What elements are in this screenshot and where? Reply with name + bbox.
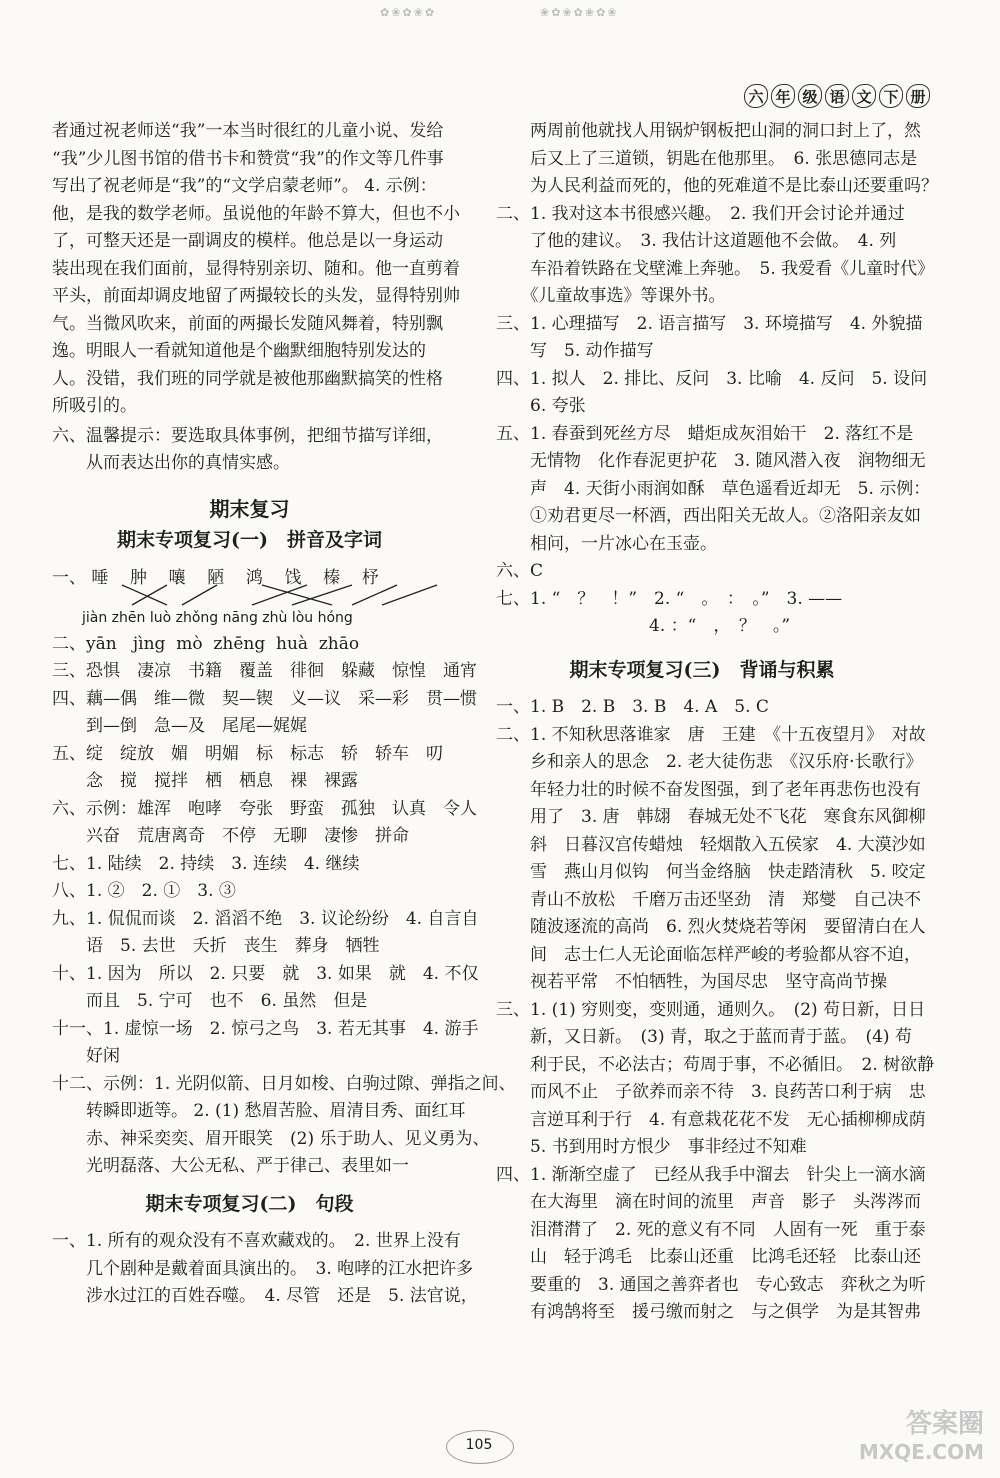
intro-answer [52, 118, 460, 421]
page-number: 105 [465, 1437, 493, 1453]
answer-line: 乡和亲人的思念 2. 老大徒伤悲 《汉乐府·长歌行》 [496, 752, 923, 772]
answer-line: 到—倒 急—及 尾尾—娓娓 [52, 716, 307, 736]
text-line: 所吸引的。 [52, 396, 137, 416]
subsection-title-2: 期末专项复习(二) 句段 [145, 1192, 354, 1215]
answer-line: 四、藕—偶 维—微 契—锲 义—议 采—彩 贯—惯 [52, 688, 477, 709]
text-line: 他，是我的数学老师。虽说他的年龄不算大，但也不小 [52, 203, 460, 224]
answer-line: 十一、1. 虚惊一场 2. 惊弓之鸟 3. 若无其事 4. 游手 [52, 1018, 479, 1039]
answer-line: 4. ：“ ， ？ 。” [496, 616, 791, 636]
answer-line: 三、1. (1) 穷则变，变则通，通则久。 (2) 苟日新，日日 [496, 999, 926, 1020]
answer-line: 青山不放松 千磨万击还坚劲 清 郑燮 自己决不 [496, 889, 921, 910]
answer-line: 六、示例：雄浑 咆哮 夸张 野蛮 孤独 认真 令人 [52, 798, 477, 819]
answer-line: 转瞬即逝等。 2. (1) 愁眉苦脸、眉清目秀、面红耳 [52, 1101, 466, 1121]
answer-line: 六、C [496, 561, 544, 581]
continued-answers [496, 118, 938, 641]
header-char: 年 [771, 84, 795, 108]
answers-part-2 [52, 1228, 478, 1311]
answer-line: 在大海里 滴在时间的流里 声音 影子 头涔涔而 [496, 1192, 921, 1212]
answer-line: ①劝君更尽一杯酒，西出阳关无故人。②洛阳亲友如 [496, 506, 921, 526]
answer-line: 间 志士仁人无论面临怎样严峻的考验都从容不迫， [496, 944, 921, 965]
answer-line: 光明磊落、大公无私、严于律己、表里如一 [52, 1156, 409, 1176]
answer-line: 相问，一片冰心在玉壶。 [496, 533, 717, 554]
answer-line: 为人民利益而死的，他的死难道不是比泰山还要重吗？ [496, 176, 938, 196]
answer-line: 兴奋 荒唐离奇 不停 无聊 凄惨 拼命 [52, 826, 409, 846]
watermark-logo: 答案圈 [905, 1409, 984, 1439]
answers-part-1 [52, 631, 516, 1181]
answer-line: 一、1. 所有的观众没有不喜欢藏戏的。 2. 世界上没有 [52, 1231, 461, 1251]
text-line: 平头，前面却调皮地留了两撮较长的头发，显得特别帅 [52, 286, 460, 306]
header-char: 下 [879, 84, 903, 108]
answer-line: 五、绽 绽放 媚 明媚 标 标志 轿 轿车 叨 [52, 743, 443, 764]
header-char: 级 [798, 84, 822, 108]
answer-line: 有鸿鹄将至 援弓缴而射之 与之俱学 为是其智弗 [496, 1302, 921, 1322]
answer-line: 三、恐惧 凄凉 书籍 覆盖 徘徊 躲藏 惊惶 通宵 [52, 661, 477, 681]
answer-line: 赤、神采奕奕、眉开眼笑 (2) 乐于助人、见义勇为、 [52, 1128, 490, 1149]
text-line: 气。当微风吹来，前面的两撮长发随风舞着，特别飘 [52, 313, 443, 334]
answer-line: 二、yān jìng mò zhēng huà zhāo [52, 633, 360, 654]
grade-header [744, 84, 930, 108]
answer-line: 五、1. 春蚕到死丝方尽 蜡炬成灰泪始干 2. 落红不是 [496, 423, 914, 444]
watermark [859, 1410, 984, 1466]
text-line: 了，可整天还是一副调皮的模样。他总是以一身运动 [52, 231, 443, 251]
answer-line: 6. 夸张 [496, 396, 586, 416]
answer-line: 无情物 化作春泥更护花 3. 随风潜入夜 润物细无 [496, 451, 926, 471]
answer-six: 六、温馨提示：要选取具体事例，把细节描写详细，从而表达出你的真情实感。 [52, 425, 443, 473]
answer-line: 随波逐流的高尚 6. 烈火焚烧若等闲 要留清白在人 [496, 917, 926, 937]
text-line: “我”少儿图书馆的借书卡和赞赏“我”的作文等几件事 [52, 148, 444, 169]
answer-line: 好闲 [52, 1046, 120, 1066]
answer-line: 七、1. 陆续 2. 持续 3. 连续 4. 继续 [52, 853, 360, 874]
answer-line: 雪 燕山月似钩 何当金络脑 快走踏清秋 5. 咬定 [496, 862, 926, 882]
header-char: 文 [852, 84, 876, 108]
answer-line: 后又上了三道锁，钥匙在他那里。 6. 张思德同志是 [496, 148, 918, 169]
answer-line: 写 5. 动作描写 [496, 341, 654, 361]
answer-line: 年轻力壮的时候不奋发图强，到了老年再悲伤也没有 [496, 779, 921, 800]
match-pinyin: jiàn zhēn luò zhǒng nāng zhù lòu hóng [82, 609, 353, 626]
answer-line: 念 搅 搅拌 栖 栖息 裸 裸露 [52, 771, 358, 791]
top-decoration: ❀✿❀✿❀✿❀ [540, 6, 619, 19]
text-line: 逸。明眼人一看就知道他是个幽默细胞特别发达的 [52, 341, 426, 361]
answer-line: 一、1. B 2. B 3. B 4. A 5. C [496, 697, 769, 717]
right-column [496, 118, 938, 1327]
answer-line: 几个剧种是戴着面具演出的。 3. 咆哮的江水把许多 [52, 1258, 474, 1279]
answer-line: 语 5. 去世 夭折 丧生 葬身 牺牲 [52, 936, 380, 956]
answer-line: 七、1. “ ？ ！” 2. “ 。 ： 。” 3. —— [496, 588, 843, 609]
answer-line: 十、1. 因为 所以 2. 只要 就 3. 如果 就 4. 不仅 [52, 963, 479, 984]
top-decoration: ✿❀✿❀✿ [380, 6, 437, 19]
answer-line: 利于民，不必法古；苟周于事，不必循旧。 2. 树欲静 [496, 1054, 935, 1075]
left-column [52, 118, 516, 1311]
answer-line: 四、1. 拟人 2. 排比、反问 3. 比喻 4. 反问 5. 设问 [496, 368, 928, 389]
answer-line: 用了 3. 唐 韩翃 春城无处不飞花 寒食东风御柳 [496, 807, 926, 827]
answer-line: 山 轻于鸿毛 比泰山还重 比鸿毛还轻 比泰山还 [496, 1247, 921, 1267]
answer-line: 言逆耳利于行 4. 有意栽花花不发 无心插柳柳成荫 [496, 1109, 926, 1130]
answer-line: 了他的建议。 3. 我估计这道题他不会做。 4. 列 [496, 231, 897, 251]
answer-line: 九、1. 侃侃而谈 2. 滔滔不绝 3. 议论纷纷 4. 自言自 [52, 908, 479, 929]
match-characters: 一、 唾 肿 嚷 陋 鸿 饯 榛 杼 [52, 567, 379, 588]
answer-line: 5. 书到用时方恨少 事非经过不知难 [496, 1137, 807, 1157]
answer-line: 要重的 3. 通国之善弈者也 专心致志 弈秋之为听 [496, 1274, 926, 1295]
answer-line: 而且 5. 宁可 也不 6. 虽然 但是 [52, 991, 368, 1011]
text-line: 写出了祝老师是“我”的“文学启蒙老师”。 4. 示例： [52, 176, 437, 196]
watermark-url: MXQE.COM [858, 1440, 984, 1464]
subsection-title-1: 期末专项复习(一) 拼音及字词 [117, 529, 382, 551]
matching-exercise [52, 565, 447, 625]
answer-line: 二、1. 不知秋思落谁家 唐 王建 《十五夜望月》 对故 [496, 724, 926, 745]
answer-line: 泪潸潸了 2. 死的意义有不同 人固有一死 重于泰 [496, 1219, 926, 1240]
text-line: 者通过祝老师送“我”一本当时很红的儿童小说、发给 [52, 121, 444, 141]
header-char: 六 [744, 84, 768, 108]
subsection-title-3: 期末专项复习(三) 背诵与积累 [569, 658, 835, 681]
answer-line: 八、1. ② 2. ① 3. ③ [52, 881, 236, 901]
answer-line: 声 4. 天街小雨润如酥 草色遥看近却无 5. 示例： [496, 478, 931, 499]
answer-line: 二、1. 我对这本书很感兴趣。 2. 我们开会讨论并通过 [496, 203, 905, 224]
answer-line: 新，又日新。 (3) 青，取之于蓝而青于蓝。 (4) 苟 [496, 1027, 912, 1047]
text-line: 装出现在我们面前，显得特别亲切、随和。他一直剪着 [52, 258, 460, 279]
answer-line: 三、1. 心理描写 2. 语言描写 3. 环境描写 4. 外貌描 [496, 313, 923, 334]
answer-line: 《儿童故事选》等课外书。 [496, 286, 726, 306]
section-title: 期末复习 [209, 496, 290, 521]
header-char: 册 [906, 84, 930, 108]
answer-line: 车沿着铁路在戈壁滩上奔驰。 5. 我爱看《儿童时代》 [496, 258, 935, 279]
answer-line: 视若平常 不怕牺牲，为国尽忠 坚守高尚节操 [496, 972, 887, 992]
answer-line: 四、1. 渐渐空虚了 已经从我手中溜去 针尖上一滴水滴 [496, 1164, 926, 1185]
answers-part-3 [496, 694, 935, 1327]
text-line: 人。没错，我们班的同学就是被他那幽默搞笑的性格 [52, 368, 443, 389]
answer-line: 斜 日暮汉宫传蜡烛 轻烟散入五侯家 4. 大漠沙如 [496, 834, 926, 855]
answer-line: 而风不止 子欲养而亲不待 3. 良药苦口利于病 忠 [496, 1082, 926, 1102]
answer-line: 十二、示例：1. 光阴似箭、日月如梭、白驹过隙、弹指之间、 [52, 1073, 516, 1094]
answer-line: 涉水过江的百姓吞噬。 4. 尽管 还是 5. 法官说， [52, 1286, 478, 1306]
answer-line: 两周前他就找人用锅炉钢板把山洞的洞口封上了，然 [496, 121, 921, 141]
header-char: 语 [825, 84, 849, 108]
